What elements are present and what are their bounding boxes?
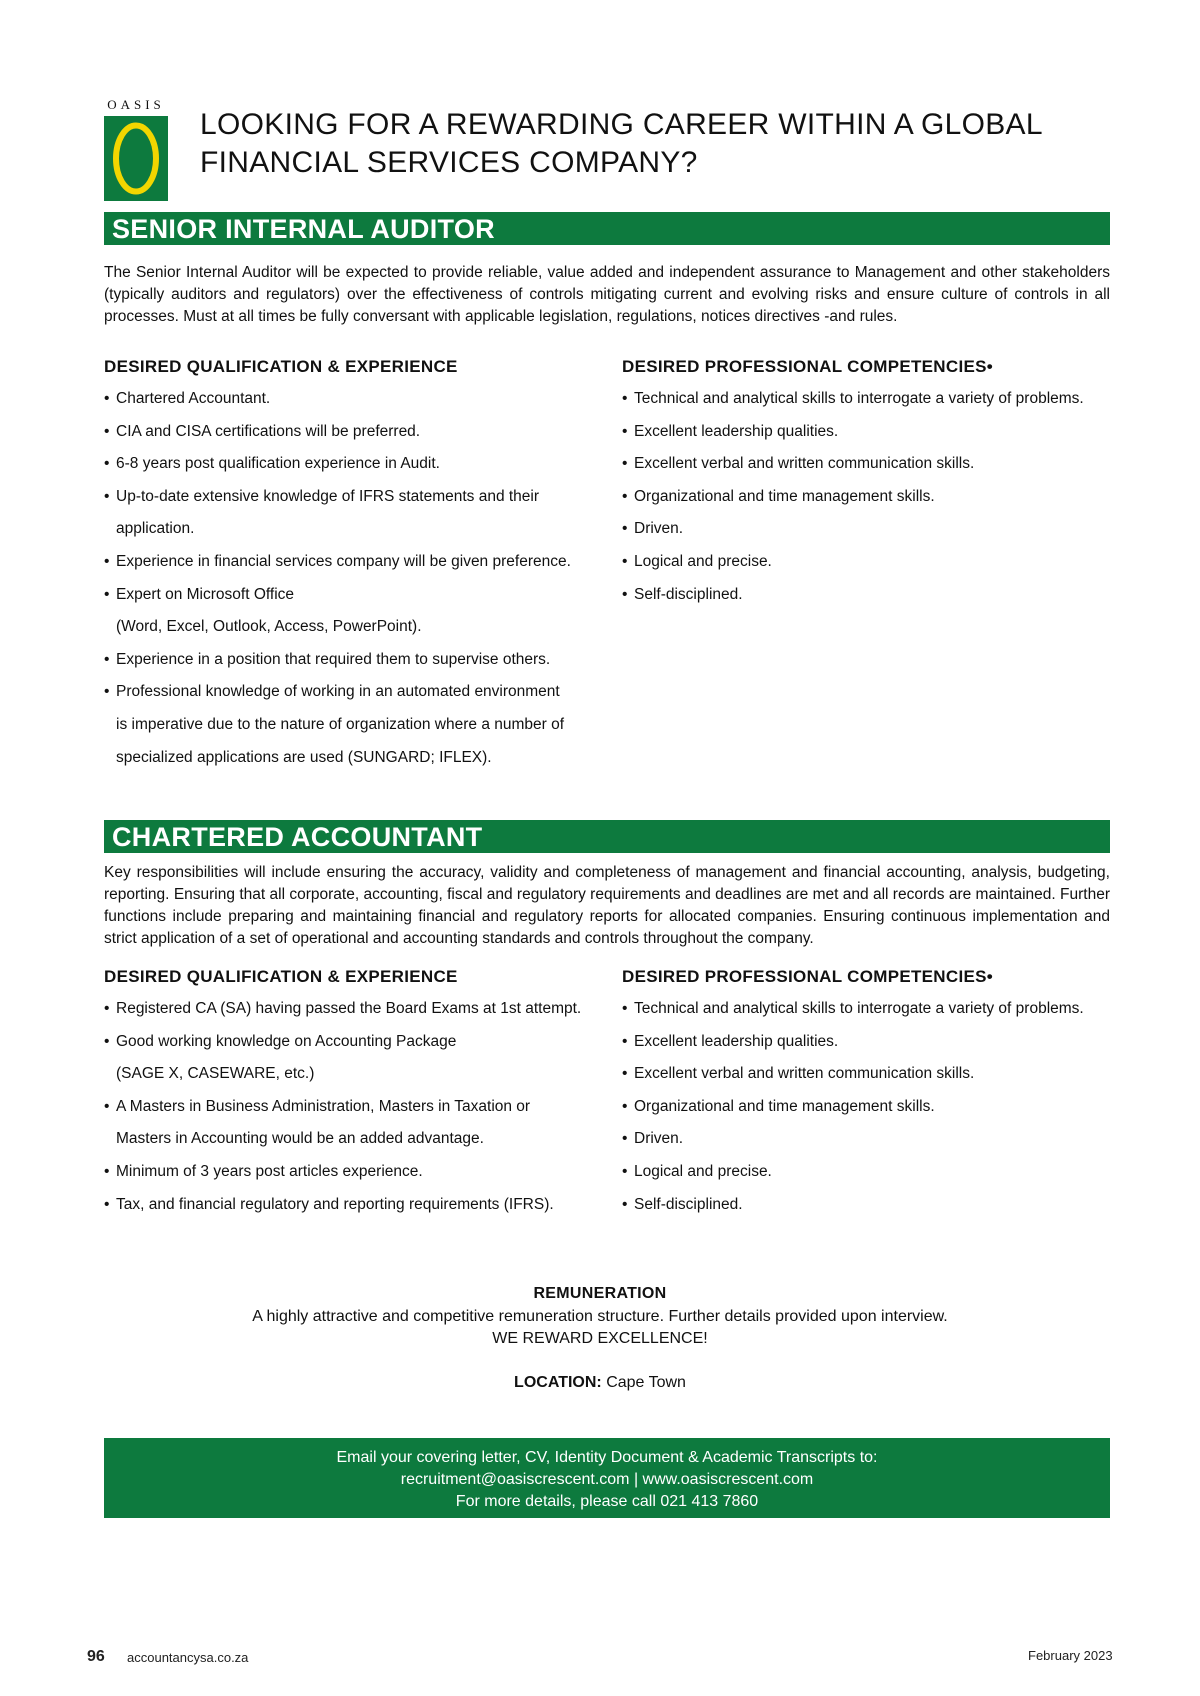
list-item-text: Self-disciplined. — [634, 1195, 743, 1213]
list-item-text: Professional knowledge of working in an automated environment — [116, 683, 560, 701]
list-item-text: (SAGE X, CASEWARE, etc.) — [116, 1065, 315, 1083]
bullet-icon: • — [104, 455, 110, 473]
job2-title: CHARTERED ACCOUNTANT — [112, 822, 483, 852]
bullet-icon: • — [104, 1195, 110, 1213]
list-item-text: specialized applications are used (SUNGARD; IFLEX). — [116, 748, 492, 766]
location-value: Cape Town — [606, 1374, 686, 1391]
list-item-text: Excellent verbal and written communication skills. — [634, 455, 975, 473]
list-item — [104, 383, 604, 416]
bullet-icon: • — [622, 1130, 628, 1148]
bullet-icon: • — [622, 422, 628, 440]
bullet-icon: • — [104, 585, 110, 603]
list-item — [104, 1123, 614, 1156]
bullet-icon: • — [622, 585, 628, 603]
remuneration-text: A highly attractive and competitive remuneration structure. Further details provided upon interview. — [252, 1308, 948, 1325]
page-number: 96 — [87, 1648, 105, 1665]
contact-phone: For more details, please call 021 413 7860 — [455, 1493, 759, 1510]
list-item-text: Chartered Accountant. — [116, 390, 271, 407]
bullet-icon: • — [622, 1195, 628, 1213]
list-item — [104, 416, 604, 449]
page-headline — [200, 106, 1043, 182]
list-item — [104, 546, 604, 579]
job2-qualification-list — [104, 993, 614, 1221]
list-item — [104, 742, 604, 775]
bullet-icon: • — [104, 650, 110, 668]
list-item-text: Good working knowledge on Accounting Package — [116, 1032, 457, 1050]
list-item — [104, 676, 604, 709]
footer-date: February 2023 — [1028, 1648, 1113, 1663]
list-item — [104, 1189, 614, 1222]
job2-competencies-list — [622, 993, 1112, 1221]
job2-title-bar — [104, 820, 1110, 853]
bullet-icon: • — [104, 422, 110, 440]
list-item — [104, 644, 604, 677]
location-line — [0, 1374, 1200, 1392]
list-item-text: is imperative due to the nature of organization where a number of — [116, 715, 565, 733]
list-item — [104, 481, 604, 514]
list-item-text: CIA and CISA certifications will be preferred. — [116, 422, 421, 440]
list-item-text: 6-8 years post qualification experience in Audit. — [116, 455, 440, 473]
logo-wordmark: OASIS — [107, 97, 165, 112]
job1-competencies-heading: DESIRED PROFESSIONAL COMPETENCIES• — [622, 357, 994, 376]
list-item — [104, 448, 604, 481]
logo-o-icon — [104, 116, 168, 201]
list-item-text: Masters in Accounting would be an added advantage. — [116, 1130, 484, 1148]
bullet-icon: • — [622, 520, 628, 538]
list-item-text: Logical and precise. — [634, 1162, 772, 1180]
list-item-text: Technical and analytical skills to interrogate a variety of problems. — [634, 390, 1084, 407]
list-item-text: Registered CA (SA) having passed the Board Exams at 1st attempt. — [116, 1000, 582, 1017]
job1-title: SENIOR INTERNAL AUDITOR — [112, 214, 495, 244]
bullet-icon: • — [104, 1097, 110, 1115]
bullet-icon: • — [104, 1032, 110, 1050]
list-item-text: Logical and precise. — [634, 552, 772, 570]
list-item-text: Driven. — [634, 1130, 684, 1148]
list-item — [622, 416, 1112, 449]
list-item — [104, 579, 604, 612]
list-item — [104, 611, 604, 644]
list-item-text: Excellent leadership qualities. — [634, 422, 839, 440]
list-item — [104, 709, 604, 742]
bullet-icon: • — [622, 455, 628, 473]
list-item — [622, 546, 1112, 579]
bullet-icon: • — [622, 390, 628, 407]
list-item — [622, 1026, 1112, 1059]
remuneration-slogan: WE REWARD EXCELLENCE! — [492, 1330, 708, 1347]
list-item-text: Self-disciplined. — [634, 585, 743, 603]
list-item — [104, 1156, 614, 1189]
job2-description: Key responsibilities will include ensuring the accuracy, validity and completeness of management and financial accounting, analysis, budgeting, reporting. Ensuring that all corporate, accounting, fiscal and regulatory requirements and deadlines are met and all records are maintained. Further functions include preparing and maintaining financial and regulatory reports for allocated companies. Ensuring continuous implementation and strict application of a set of operational and accounting standards and controls throughout the company. — [104, 864, 1110, 947]
bullet-icon: • — [622, 1065, 628, 1083]
bullet-icon: • — [622, 1162, 628, 1180]
logo-emblem — [104, 116, 168, 201]
bullet-icon: • — [104, 487, 110, 505]
job2-qualification-heading: DESIRED QUALIFICATION & EXPERIENCE — [104, 967, 458, 986]
oasis-logo — [104, 97, 168, 201]
headline-line-1: LOOKING FOR A REWARDING CAREER WITHIN A GLOBAL — [200, 108, 1043, 141]
bullet-icon: • — [622, 1097, 628, 1115]
list-item-text: A Masters in Business Administration, Masters in Taxation or — [116, 1097, 531, 1115]
list-item-text: Organizational and time management skills. — [634, 487, 935, 505]
list-item-text: Experience in a position that required them to supervise others. — [116, 650, 551, 668]
bullet-icon: • — [622, 487, 628, 505]
list-item-text: Excellent leadership qualities. — [634, 1032, 839, 1050]
location-label: LOCATION: — [514, 1374, 602, 1391]
list-item — [622, 481, 1112, 514]
job2-competencies-heading: DESIRED PROFESSIONAL COMPETENCIES• — [622, 967, 994, 986]
bullet-icon: • — [104, 1162, 110, 1180]
remuneration-heading: REMUNERATION — [533, 1285, 667, 1302]
list-item — [622, 1058, 1112, 1091]
bullet-icon: • — [622, 1000, 628, 1017]
contact-box — [104, 1438, 1110, 1518]
list-item-text: Technical and analytical skills to interrogate a variety of problems. — [634, 1000, 1084, 1017]
bullet-icon: • — [622, 1032, 628, 1050]
job1-qualification-heading: DESIRED QUALIFICATION & EXPERIENCE — [104, 357, 458, 376]
bullet-icon: • — [622, 552, 628, 570]
list-item — [622, 448, 1112, 481]
list-item-text: Experience in financial services company will be given preference. — [116, 552, 571, 570]
job1-title-bar — [104, 212, 1110, 245]
bullet-icon: • — [104, 390, 110, 407]
list-item — [104, 993, 614, 1026]
list-item-text: Expert on Microsoft Office — [116, 585, 295, 603]
list-item-text: Up-to-date extensive knowledge of IFRS statements and their — [116, 487, 540, 505]
list-item — [622, 579, 1112, 612]
contact-email-web[interactable]: recruitment@oasiscrescent.com | www.oasiscrescent.com — [400, 1471, 814, 1488]
bullet-icon: • — [104, 1000, 110, 1017]
list-item — [622, 1189, 1112, 1222]
headline-line-2: FINANCIAL SERVICES COMPANY? — [200, 146, 698, 179]
list-item — [622, 383, 1112, 416]
list-item-text: application. — [116, 520, 195, 538]
list-item-text: Tax, and financial regulatory and reporting requirements (IFRS). — [116, 1195, 554, 1213]
bullet-icon: • — [104, 683, 110, 701]
list-item — [622, 1123, 1112, 1156]
list-item — [622, 1091, 1112, 1124]
list-item — [622, 513, 1112, 546]
list-item-text: (Word, Excel, Outlook, Access, PowerPoint). — [116, 618, 422, 636]
contact-instructions: Email your covering letter, CV, Identity Document & Academic Transcripts to: — [336, 1449, 878, 1466]
list-item-text: Driven. — [634, 520, 684, 538]
list-item — [104, 513, 604, 546]
job1-qualification-list — [104, 383, 604, 774]
job1-competencies-list — [622, 383, 1112, 611]
list-item — [104, 1026, 614, 1059]
bullet-icon: • — [104, 552, 110, 570]
list-item-text: Minimum of 3 years post articles experience. — [116, 1162, 423, 1180]
list-item-text: Excellent verbal and written communication skills. — [634, 1065, 975, 1083]
list-item-text: Organizational and time management skills. — [634, 1097, 935, 1115]
list-item — [104, 1058, 614, 1091]
job1-description: The Senior Internal Auditor will be expected to provide reliable, value added and independent assurance to Management and other stakeholders (typically auditors and regulators) over the effectiveness of controls mitigating current and evolving risks and ensure culture of controls in all processes. Must at all times be fully conversant with applicable legislation, regulations, notices directives -and rules. — [104, 264, 1110, 325]
list-item — [622, 1156, 1112, 1189]
list-item — [104, 1091, 614, 1124]
footer-site[interactable]: accountancysa.co.za — [127, 1650, 249, 1665]
list-item — [622, 993, 1112, 1026]
